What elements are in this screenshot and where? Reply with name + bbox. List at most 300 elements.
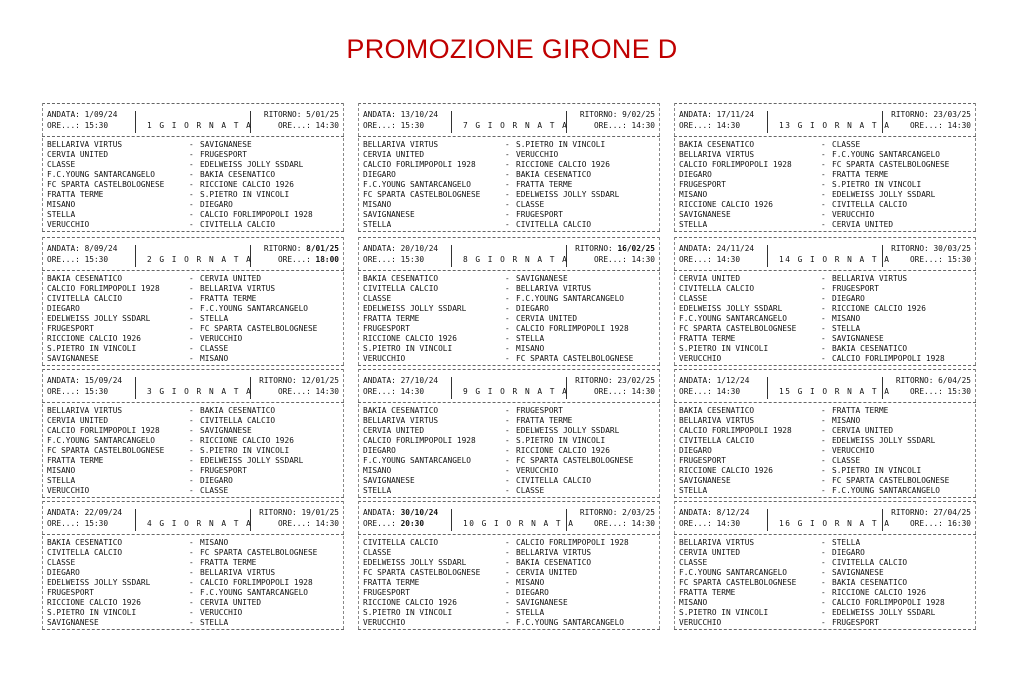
home-team: BAKIA CESENATICO: [679, 140, 755, 149]
match-row: [363, 486, 655, 496]
dash-separator: -: [189, 220, 194, 229]
andata-label: ANDATA:: [679, 508, 712, 517]
match-list: [679, 406, 971, 496]
header-line-times: [363, 387, 655, 399]
away-team: CLASSE: [516, 486, 545, 495]
away-team: CIVITELLA CALCIO: [200, 416, 276, 425]
andata-info: [363, 244, 438, 253]
home-team: RICCIONE CALCIO 1926: [679, 200, 773, 209]
dash-separator: -: [189, 426, 194, 435]
andata-label: ANDATA:: [47, 508, 80, 517]
match-row: [47, 558, 339, 568]
match-row: [363, 304, 655, 314]
match-row: [47, 476, 339, 486]
match-row: [679, 486, 971, 496]
match-row: [679, 588, 971, 598]
match-row: [363, 180, 655, 190]
andata-time: 14:30: [716, 387, 741, 396]
away-team: CLASSE: [832, 456, 861, 465]
home-team: DIEGARO: [679, 170, 712, 179]
home-team: CIVITELLA CALCIO: [679, 284, 755, 293]
ritorno-info: [891, 244, 971, 253]
match-row: [47, 344, 339, 354]
giornata-label: 4 G I O R N A T A: [147, 519, 253, 528]
away-team: CLASSE: [516, 200, 545, 209]
home-team: S.PIETRO IN VINCOLI: [679, 344, 769, 353]
away-team: VERUCCHIO: [516, 150, 559, 159]
ritorno-time-info: [594, 387, 655, 396]
match-row: [47, 324, 339, 334]
ritorno-time-info: [910, 387, 971, 396]
dash-separator: -: [505, 426, 510, 435]
home-team: BAKIA CESENATICO: [47, 274, 123, 283]
home-team: FC SPARTA CASTELBOLOGNESE: [47, 446, 165, 455]
dash-separator: -: [821, 354, 826, 363]
ritorno-info: [580, 508, 655, 517]
home-team: VERUCCHIO: [363, 354, 406, 363]
matchday-header: [358, 240, 660, 268]
match-row: [363, 334, 655, 344]
dash-separator: -: [505, 618, 510, 627]
ritorno-info: [575, 244, 655, 253]
matchday-block: [674, 369, 976, 497]
dash-separator: -: [821, 456, 826, 465]
match-row: [679, 558, 971, 568]
andata-time-info: [47, 519, 108, 528]
ore-label: ORE...:: [363, 121, 396, 130]
ritorno-date: 8/01/25: [306, 244, 339, 253]
match-row: [363, 150, 655, 160]
match-row: [363, 476, 655, 486]
match-row: [47, 284, 339, 294]
dash-separator: -: [821, 304, 826, 313]
away-team: SAVIGNANESE: [832, 568, 884, 577]
divider-header: [42, 270, 344, 271]
home-team: S.PIETRO IN VINCOLI: [363, 344, 453, 353]
dash-separator: -: [189, 476, 194, 485]
away-team: FC SPARTA CASTELBOLOGNESE: [516, 456, 634, 465]
away-team: BELLARIVA VIRTUS: [200, 568, 276, 577]
ritorno-label: RITORNO:: [575, 244, 613, 253]
andata-label: ANDATA:: [47, 110, 80, 119]
andata-label: ANDATA:: [363, 110, 396, 119]
away-team: S.PIETRO IN VINCOLI: [832, 180, 922, 189]
matchday-block: [674, 103, 976, 231]
ritorno-label: RITORNO:: [891, 508, 929, 517]
dash-separator: -: [821, 314, 826, 323]
dash-separator: -: [821, 476, 826, 485]
away-team: S.PIETRO IN VINCOLI: [832, 466, 922, 475]
andata-info: [363, 508, 438, 517]
ritorno-label: RITORNO:: [575, 376, 613, 385]
andata-date: 13/10/24: [400, 110, 439, 119]
away-team: DIEGARO: [200, 200, 233, 209]
away-team: CERVIA UNITED: [832, 220, 894, 229]
ore-label: ORE...:: [593, 519, 627, 528]
ritorno-time: 14:30: [631, 387, 655, 396]
away-team: SAVIGNANESE: [832, 334, 884, 343]
away-team: EDELWEISS JOLLY SSDARL: [832, 436, 936, 445]
home-team: S.PIETRO IN VINCOLI: [47, 344, 137, 353]
giornata-label: 7 G I O R N A T A: [463, 121, 569, 130]
divider-bottom: [674, 629, 976, 630]
divider-header: [674, 136, 976, 137]
match-row: [679, 436, 971, 446]
match-row: [47, 294, 339, 304]
match-row: [363, 284, 655, 294]
away-team: DIEGARO: [832, 548, 865, 557]
home-team: FRATTA TERME: [47, 190, 104, 199]
dash-separator: -: [505, 210, 510, 219]
matchday-block: [42, 237, 344, 365]
away-team: FRUGESPORT: [200, 150, 247, 159]
ore-label: ORE...:: [909, 519, 943, 528]
match-row: [679, 210, 971, 220]
away-team: S.PIETRO IN VINCOLI: [200, 446, 290, 455]
matchday-block: [358, 369, 660, 497]
match-row: [363, 200, 655, 210]
andata-time-info: [679, 255, 740, 264]
away-team: FRUGESPORT: [832, 284, 879, 293]
andata-time: 14:30: [400, 387, 425, 396]
matchday-header: [42, 240, 344, 268]
divider-bottom: [42, 365, 344, 366]
giornata-label: 15 G I O R N A T A: [779, 387, 891, 396]
andata-date: 30/10/24: [400, 508, 439, 517]
home-team: STELLA: [679, 486, 708, 495]
divider-top: [358, 237, 660, 238]
home-team: CLASSE: [363, 548, 392, 557]
home-team: VERUCCHIO: [363, 618, 406, 627]
home-team: RICCIONE CALCIO 1926: [679, 466, 773, 475]
dash-separator: -: [505, 446, 510, 455]
dash-separator: -: [189, 406, 194, 415]
match-row: [47, 190, 339, 200]
ritorno-date: 16/02/25: [617, 244, 655, 253]
ritorno-time-info: [278, 519, 339, 528]
andata-date: 27/10/24: [400, 376, 439, 385]
home-team: S.PIETRO IN VINCOLI: [679, 608, 769, 617]
ore-label: ORE...:: [277, 255, 311, 264]
dash-separator: -: [821, 436, 826, 445]
matchday-block: [42, 501, 344, 629]
header-line-times: [363, 121, 655, 133]
home-team: FRATTA TERME: [679, 334, 736, 343]
away-team: SAVIGNANESE: [516, 598, 568, 607]
ore-label: ORE...:: [679, 121, 712, 130]
away-team: CLASSE: [200, 486, 229, 495]
home-team: MISANO: [47, 200, 76, 209]
match-row: [363, 220, 655, 230]
match-row: [363, 456, 655, 466]
andata-time-info: [679, 387, 740, 396]
home-team: RICCIONE CALCIO 1926: [363, 334, 457, 343]
dash-separator: -: [189, 210, 194, 219]
divider-header: [42, 136, 344, 137]
away-team: BELLARIVA VIRTUS: [516, 548, 592, 557]
divider-top: [42, 103, 344, 104]
dash-separator: -: [821, 140, 826, 149]
home-team: CLASSE: [679, 294, 708, 303]
match-list: [363, 406, 655, 496]
match-row: [679, 304, 971, 314]
dash-separator: -: [189, 598, 194, 607]
header-line-times: [47, 519, 339, 531]
giornata-label: 10 G I O R N A T A: [463, 519, 575, 528]
divider-header: [42, 534, 344, 535]
home-team: CALCIO FORLIMPOPOLI 1928: [679, 426, 792, 435]
match-row: [47, 618, 339, 628]
match-row: [679, 180, 971, 190]
away-team: CIVITELLA CALCIO: [516, 220, 592, 229]
home-team: CALCIO FORLIMPOPOLI 1928: [363, 436, 476, 445]
ore-label: ORE...:: [679, 255, 712, 264]
match-row: [47, 354, 339, 364]
away-team: VERUCCHIO: [200, 608, 243, 617]
match-row: [679, 200, 971, 210]
andata-time: 15:30: [84, 387, 109, 396]
dash-separator: -: [821, 538, 826, 547]
divider-bottom: [42, 629, 344, 630]
divider-header: [358, 402, 660, 403]
match-row: [363, 598, 655, 608]
andata-time: 15:30: [84, 255, 109, 264]
dash-separator: -: [821, 274, 826, 283]
match-row: [47, 314, 339, 324]
match-row: [47, 200, 339, 210]
dash-separator: -: [189, 486, 194, 495]
dash-separator: -: [821, 466, 826, 475]
away-team: VERUCCHIO: [832, 446, 875, 455]
away-team: BAKIA CESENATICO: [516, 170, 592, 179]
away-team: CIVITELLA CALCIO: [832, 200, 908, 209]
dash-separator: -: [505, 200, 510, 209]
home-team: DIEGARO: [47, 568, 80, 577]
andata-time: 15:30: [84, 519, 109, 528]
match-list: [47, 140, 339, 230]
home-team: BELLARIVA VIRTUS: [363, 140, 439, 149]
dash-separator: -: [189, 324, 194, 333]
matchday-block: [358, 103, 660, 231]
andata-info: [47, 110, 117, 119]
andata-date: 17/11/24: [716, 110, 755, 119]
ore-label: ORE...:: [909, 387, 943, 396]
matchday-block: [42, 103, 344, 231]
home-team: FRATTA TERME: [363, 314, 420, 323]
andata-time-info: [679, 519, 740, 528]
andata-label: ANDATA:: [363, 244, 396, 253]
home-team: SAVIGNANESE: [47, 354, 99, 363]
ritorno-time: 14:30: [631, 519, 655, 528]
home-team: STELLA: [679, 220, 708, 229]
home-team: VERUCCHIO: [47, 220, 90, 229]
match-row: [679, 190, 971, 200]
away-team: MISANO: [200, 538, 229, 547]
away-team: F.C.YOUNG SANTARCANGELO: [200, 588, 308, 597]
dash-separator: -: [505, 220, 510, 229]
matchday-block: [674, 501, 976, 629]
dash-separator: -: [189, 588, 194, 597]
away-team: MISANO: [832, 416, 861, 425]
away-team: FRUGESPORT: [200, 466, 247, 475]
dash-separator: -: [505, 344, 510, 353]
home-team: FC SPARTA CASTELBOLOGNESE: [679, 324, 797, 333]
match-row: [47, 150, 339, 160]
home-team: BAKIA CESENATICO: [679, 406, 755, 415]
match-row: [679, 274, 971, 284]
home-team: FRATTA TERME: [47, 456, 104, 465]
home-team: F.C.YOUNG SANTARCANGELO: [47, 436, 155, 445]
match-row: [47, 406, 339, 416]
match-row: [679, 294, 971, 304]
andata-info: [679, 508, 749, 517]
ritorno-time: 14:30: [315, 121, 339, 130]
home-team: RICCIONE CALCIO 1926: [47, 598, 141, 607]
match-row: [363, 466, 655, 476]
match-row: [47, 210, 339, 220]
dash-separator: -: [189, 200, 194, 209]
ritorno-label: RITORNO:: [579, 508, 618, 517]
header-line-times: [47, 121, 339, 133]
dash-separator: -: [505, 334, 510, 343]
dash-separator: -: [821, 294, 826, 303]
dash-separator: -: [505, 456, 510, 465]
ritorno-time-info: [910, 519, 971, 528]
home-team: FRUGESPORT: [363, 324, 410, 333]
dash-separator: -: [505, 538, 510, 547]
home-team: FRATTA TERME: [679, 588, 736, 597]
dash-separator: -: [821, 210, 826, 219]
away-team: CIVITELLA CALCIO: [832, 558, 908, 567]
dash-separator: -: [189, 354, 194, 363]
ritorno-time: 15:30: [947, 387, 971, 396]
ritorno-time-info: [910, 121, 971, 130]
away-team: MISANO: [516, 344, 545, 353]
dash-separator: -: [505, 274, 510, 283]
divider-bottom: [358, 231, 660, 232]
match-row: [679, 284, 971, 294]
match-row: [363, 426, 655, 436]
andata-time: 15:30: [400, 121, 425, 130]
away-team: CALCIO FORLIMPOPOLI 1928: [200, 578, 313, 587]
home-team: CIVITELLA CALCIO: [679, 436, 755, 445]
away-team: FC SPARTA CASTELBOLOGNESE: [832, 160, 950, 169]
home-team: FRUGESPORT: [47, 588, 94, 597]
home-team: CLASSE: [47, 160, 76, 169]
ritorno-time: 16:30: [947, 519, 971, 528]
match-row: [363, 558, 655, 568]
ritorno-date: 9/02/25: [622, 110, 655, 119]
ore-label: ORE...:: [47, 121, 80, 130]
away-team: S.PIETRO IN VINCOLI: [516, 436, 606, 445]
header-line-times: [679, 519, 971, 531]
match-row: [679, 548, 971, 558]
match-row: [679, 170, 971, 180]
match-row: [363, 190, 655, 200]
home-team: CERVIA UNITED: [679, 548, 741, 557]
away-team: VERUCCHIO: [832, 210, 875, 219]
ritorno-date: 2/03/25: [622, 508, 655, 517]
ritorno-date: 30/03/25: [933, 244, 971, 253]
home-team: CALCIO FORLIMPOPOLI 1928: [47, 426, 160, 435]
away-team: S.PIETRO IN VINCOLI: [516, 140, 606, 149]
match-row: [679, 538, 971, 548]
away-team: RICCIONE CALCIO 1926: [832, 304, 926, 313]
match-row: [47, 568, 339, 578]
matchday-header: [358, 372, 660, 400]
matchday-header: [42, 106, 344, 134]
match-row: [363, 140, 655, 150]
matchday-header: [674, 106, 976, 134]
match-row: [47, 538, 339, 548]
match-row: [679, 466, 971, 476]
dash-separator: -: [189, 160, 194, 169]
home-team: BELLARIVA VIRTUS: [679, 150, 755, 159]
dash-separator: -: [505, 466, 510, 475]
andata-label: ANDATA:: [679, 376, 712, 385]
dash-separator: -: [505, 416, 510, 425]
away-team: FC SPARTA CASTELBOLOGNESE: [200, 324, 318, 333]
dash-separator: -: [505, 598, 510, 607]
match-list: [679, 274, 971, 364]
ore-label: ORE...:: [593, 255, 627, 264]
ritorno-label: RITORNO:: [891, 110, 929, 119]
ritorno-label: RITORNO:: [891, 244, 929, 253]
match-row: [363, 618, 655, 628]
ritorno-date: 27/04/25: [933, 508, 971, 517]
dash-separator: -: [189, 274, 194, 283]
home-team: CERVIA UNITED: [47, 416, 109, 425]
match-row: [47, 456, 339, 466]
home-team: BELLARIVA VIRTUS: [47, 140, 123, 149]
andata-info: [679, 244, 754, 253]
match-row: [679, 578, 971, 588]
dash-separator: -: [189, 578, 194, 587]
home-team: DIEGARO: [363, 170, 396, 179]
away-team: S.PIETRO IN VINCOLI: [200, 190, 290, 199]
match-row: [363, 608, 655, 618]
dash-separator: -: [505, 548, 510, 557]
andata-date: 22/09/24: [84, 508, 123, 517]
home-team: STELLA: [47, 476, 76, 485]
home-team: CIVITELLA CALCIO: [47, 294, 123, 303]
home-team: EDELWEISS JOLLY SSDARL: [363, 304, 467, 313]
home-team: EDELWEISS JOLLY SSDARL: [363, 558, 467, 567]
divider-top: [674, 237, 976, 238]
match-row: [363, 548, 655, 558]
match-row: [47, 170, 339, 180]
dash-separator: -: [821, 558, 826, 567]
home-team: BELLARIVA VIRTUS: [47, 406, 123, 415]
away-team: MISANO: [516, 578, 545, 587]
divider-top: [42, 369, 344, 370]
giornata-label: 9 G I O R N A T A: [463, 387, 569, 396]
dash-separator: -: [821, 568, 826, 577]
match-row: [47, 304, 339, 314]
match-row: [363, 160, 655, 170]
divider-header: [358, 534, 660, 535]
dash-separator: -: [821, 180, 826, 189]
dash-separator: -: [821, 190, 826, 199]
andata-time: 14:30: [716, 519, 741, 528]
dash-separator: -: [821, 150, 826, 159]
match-list: [47, 538, 339, 628]
away-team: STELLA: [200, 618, 229, 627]
match-row: [679, 140, 971, 150]
divider-header: [358, 270, 660, 271]
dash-separator: -: [189, 538, 194, 547]
match-row: [363, 324, 655, 334]
